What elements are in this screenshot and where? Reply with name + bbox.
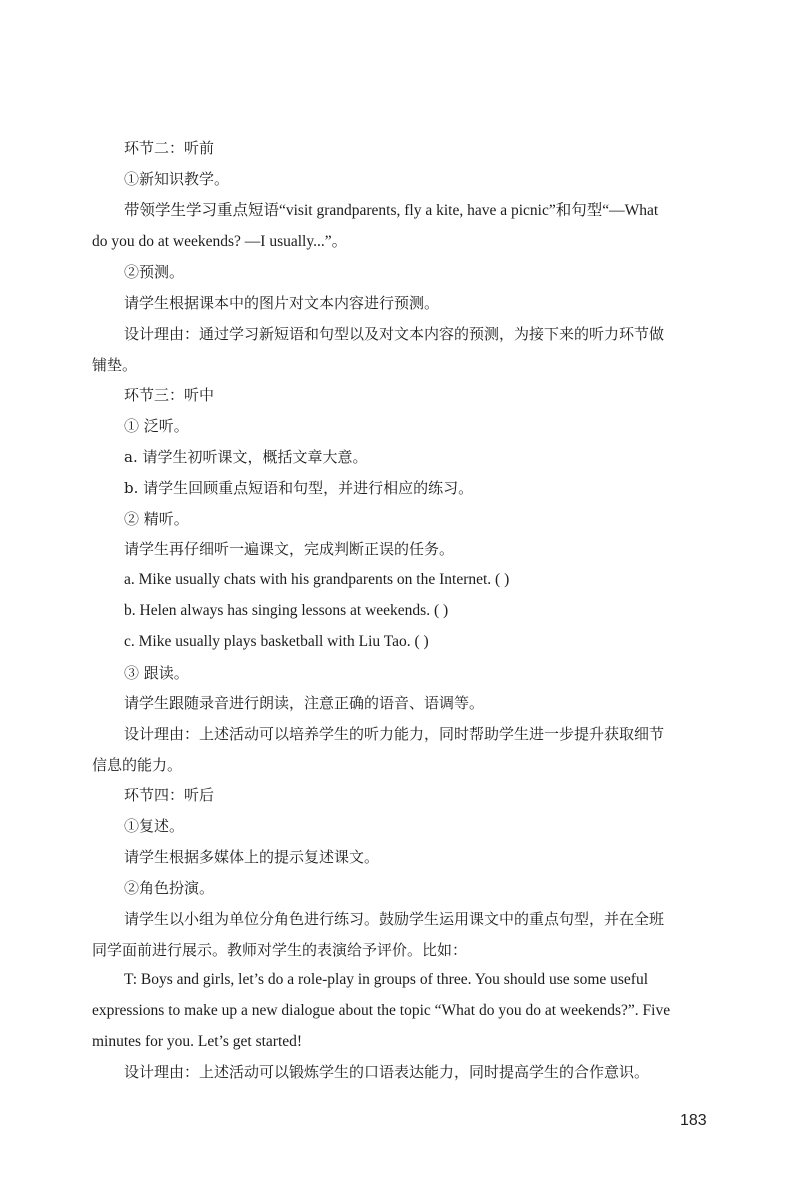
section-4-reason: 设计理由：上述活动可以锻炼学生的口语表达能力，同时提高学生的合作意识。 [124,1063,650,1081]
section-4-item-2: ②角色扮演。 [124,879,215,897]
section-2-reason-line-1: 设计理由：通过学习新短语和句型以及对文本内容的预测，为接下来的听力环节做 [124,325,665,343]
section-4-item-2-text-line-2: 同学面前进行展示。教师对学生的表演给予评价。比如： [92,941,468,959]
page-number: 183 [680,1112,707,1129]
section-3-item-2: ② 精听。 [124,510,189,528]
section-4-dialog-line-2: expressions to make up a new dialogue about the topic “What do you do at weekends?”. Five [92,1002,671,1019]
section-3-question-c: c. Mike usually plays basketball with Liu Tao. ( ) [124,633,429,650]
section-4-dialog-line-1: T: Boys and girls, let’s do a role-play in groups of three. You should use some useful [124,971,649,988]
section-3-item-1: ① 泛听。 [124,417,189,435]
section-2-title: 环节二：听前 [124,139,215,157]
section-4-item-2-text-line-1: 请学生以小组为单位分角色进行练习。鼓励学生运用课文中的重点句型，并在全班 [124,910,665,928]
section-3-item-1-b: b. 请学生回顾重点短语和句型，并进行相应的练习。 [124,479,474,497]
section-4-dialog-line-3: minutes for you. Let’s get started! [92,1033,303,1050]
section-2-reason-line-2: 铺垫。 [92,356,138,374]
section-4-item-1: ①复述。 [124,817,185,835]
section-3-question-a: a. Mike usually chats with his grandparents on the Internet. ( ) [124,571,510,588]
section-3-item-3-text: 请学生跟随录音进行朗读，注意正确的语音、语调等。 [124,694,485,712]
section-2-item-2: ②预测。 [124,263,185,281]
section-3-item-1-a: a. 请学生初听课文，概括文章大意。 [124,448,368,466]
section-3-reason-line-1: 设计理由：上述活动可以培养学生的听力能力，同时帮助学生进一步提升获取细节 [124,725,665,743]
section-2-item-1-text-line-2: do you do at weekends? —I usually...”。 [92,233,348,250]
section-2-item-1: ①新知识教学。 [124,170,230,188]
section-4-item-1-text: 请学生根据多媒体上的提示复述课文。 [124,848,380,866]
section-2-item-2-text: 请学生根据课本中的图片对文本内容进行预测。 [124,294,440,312]
section-4-title: 环节四：听后 [124,786,215,804]
section-3-reason-line-2: 信息的能力。 [92,756,183,774]
section-3-item-2-text: 请学生再仔细听一遍课文，完成判断正误的任务。 [124,540,455,558]
section-3-question-b: b. Helen always has singing lessons at weekends. ( ) [124,602,449,619]
section-3-item-3: ③ 跟读。 [124,664,189,682]
section-2-item-1-text-line-1: 带领学生学习重点短语“visit grandparents, fly a kite, have a picnic”和句型“—What [124,202,659,219]
section-3-title: 环节三：听中 [124,386,215,404]
